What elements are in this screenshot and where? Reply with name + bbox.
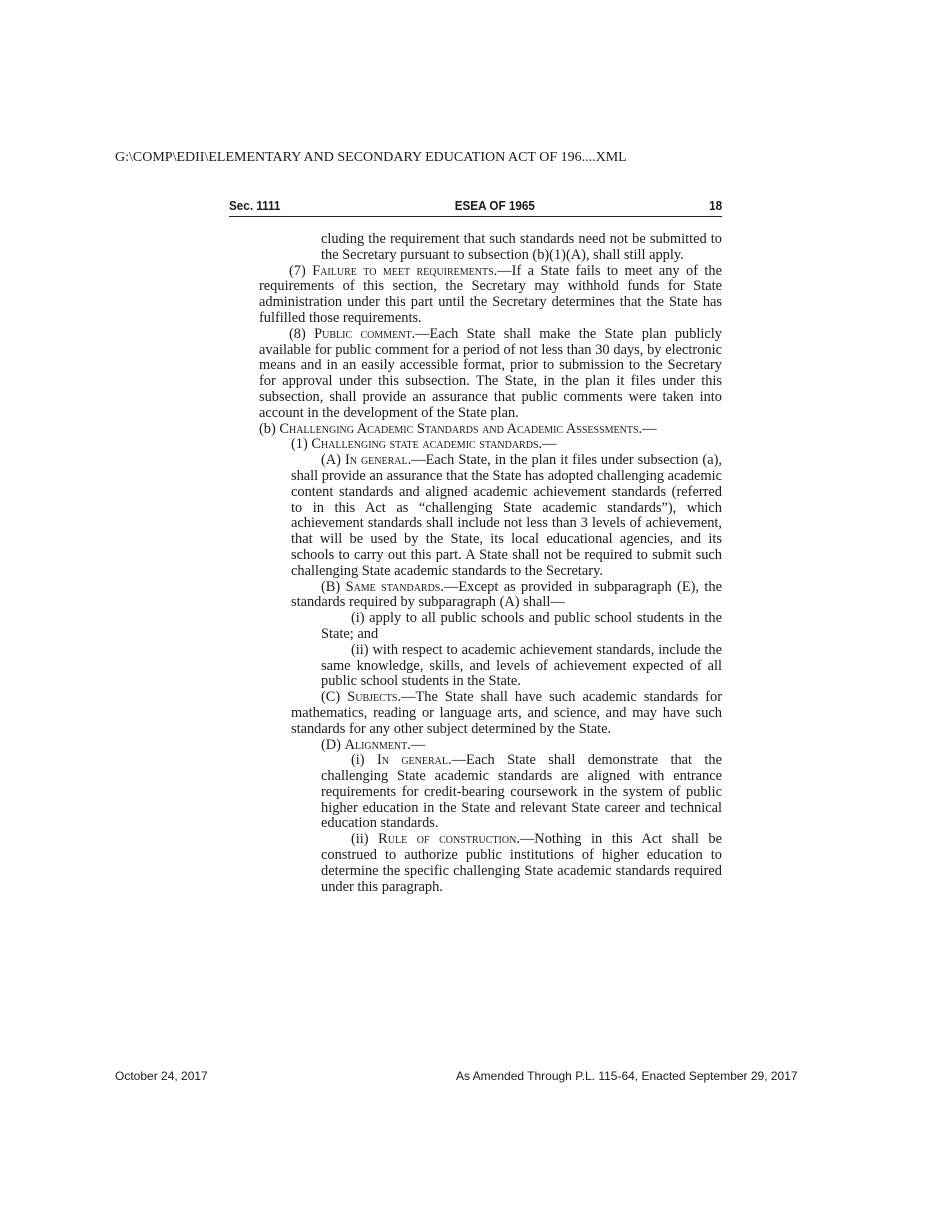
clause-b-ii: (ii) with respect to academic achievement standards, include the same knowledge, skills, and levels of achievement expected of all public school students in the State. bbox=[321, 641, 722, 690]
continuation-paragraph: cluding the requirement that such standards need not be submitted to the Secretary pursuant to subsection (b)(1)(A), shall still apply. bbox=[321, 231, 722, 263]
footer-date: October 24, 2017 bbox=[115, 1069, 208, 1083]
clause-d-i-text: .—Each State shall demonstrate that the challenging State academic standards are aligned with entrance requirements for credit-bearing coursework in the system of public higher education in the State and relevant State career and technical education standards. bbox=[321, 752, 722, 832]
subparagraph-b-heading: Same standards bbox=[345, 578, 441, 595]
header-rule bbox=[229, 216, 722, 217]
subsection-b-heading: Challenging Academic Standards and Academic Assessments bbox=[279, 420, 639, 437]
paragraph-7-text: .—If a State fails to meet any of the requirements of this section, the Secretary may withhold funds for State administration under this part until the Secretary determines that the State has fulfilled those requirements. bbox=[259, 262, 722, 326]
clause-d-i bbox=[321, 753, 722, 832]
section-number: Sec. 1111 bbox=[229, 198, 281, 213]
document-body bbox=[259, 232, 722, 895]
subparagraph-a-text: .—Each State, in the plan it files under subsection (a), shall provide an assurance that the State has adopted challenging academic content standards and aligned academic achievement standards (referred to in this Act as “challenging State academic standards”), which achievement standards shall include not less than 3 levels of achievement, that will be used by the State, its local educational agencies, and its schools to carry out this part. A State shall not be required to submit such challenging State academic standards to the Secretary. bbox=[291, 452, 722, 579]
subparagraph-b-number: (B) bbox=[321, 578, 341, 595]
footer-amended-note: As Amended Through P.L. 115-64, Enacted September 29, 2017 bbox=[456, 1069, 798, 1083]
subparagraph-c-text: .—The State shall have such academic standards for mathematics, reading or language arts, and science, and may have such standards for any other subject determined by the State. bbox=[291, 689, 722, 737]
paragraph-7-heading: Failure to meet requirements bbox=[312, 262, 494, 279]
subparagraph-a bbox=[291, 453, 722, 579]
subsection-b-number: (b) bbox=[259, 420, 276, 437]
paragraph-7-number: (7) bbox=[289, 262, 306, 279]
subparagraph-c-number: (C) bbox=[321, 689, 341, 706]
subparagraph-b-text: .—Except as provided in subparagraph (E), the standards required by subparagraph (A) shall— bbox=[291, 578, 722, 611]
subparagraph-d-heading: Alignment bbox=[344, 736, 408, 753]
clause-d-i-heading: In general bbox=[376, 752, 448, 769]
subparagraph-b bbox=[291, 580, 722, 612]
subsection-b-text: .— bbox=[638, 420, 657, 437]
paragraph-b1-text: .— bbox=[538, 436, 557, 453]
paragraph-8 bbox=[259, 327, 722, 422]
file-path: G:\COMP\EDII\ELEMENTARY AND SECONDARY EDUCATION ACT OF 196....XML bbox=[115, 150, 627, 165]
clause-d-ii-text: .—Nothing in this Act shall be construed to authorize public institutions of higher education to determine the specific challenging State academic standards required under this paragraph. bbox=[321, 831, 722, 895]
clause-d-i-number: (i) bbox=[351, 752, 365, 769]
page-number: 18 bbox=[709, 198, 723, 213]
subparagraph-d-text: .— bbox=[407, 736, 426, 753]
paragraph-b1 bbox=[291, 437, 722, 453]
act-title: ESEA OF 1965 bbox=[454, 198, 535, 213]
clause-d-ii-heading: Rule of construction bbox=[378, 831, 517, 848]
paragraph-8-text: .—Each State shall make the State plan publicly available for public comment for a period of not less than 30 days, by electronic means and in an easily accessible format, prior to submission to the Secretary for approval under this subsection. The State, in the plan it files under this subsection, shall provide an assurance that public comments were taken into account in the development of the State plan. bbox=[259, 325, 722, 421]
paragraph-8-heading: Public comment bbox=[314, 325, 412, 342]
clause-d-ii bbox=[321, 832, 722, 895]
subparagraph-d-number: (D) bbox=[321, 736, 341, 753]
clause-b-i: (i) apply to all public schools and public school students in the State; and bbox=[321, 610, 722, 642]
paragraph-8-number: (8) bbox=[289, 325, 306, 342]
subparagraph-c-heading: Subjects bbox=[347, 689, 398, 706]
running-head bbox=[229, 198, 722, 213]
paragraph-7 bbox=[259, 264, 722, 327]
paragraph-b1-heading: Challenging state academic standards bbox=[311, 436, 539, 453]
subparagraph-a-heading: In general bbox=[344, 452, 408, 469]
subsection-b bbox=[229, 422, 722, 438]
subparagraph-a-number: (A) bbox=[321, 452, 341, 469]
clause-d-ii-number: (ii) bbox=[351, 831, 369, 848]
paragraph-b1-number: (1) bbox=[291, 436, 308, 453]
subparagraph-c bbox=[291, 690, 722, 737]
subparagraph-d bbox=[291, 738, 722, 754]
